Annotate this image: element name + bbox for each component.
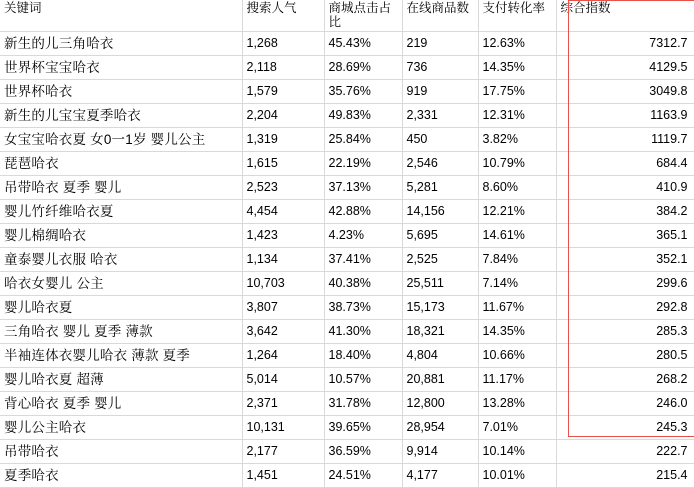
- cell-composite-index[interactable]: 299.6: [556, 272, 694, 296]
- cell-metric[interactable]: 15,173: [402, 296, 478, 320]
- cell-composite-index[interactable]: 684.4: [556, 152, 694, 176]
- cell-keyword[interactable]: 新生的儿宝宝夏季哈衣: [0, 104, 242, 128]
- cell-metric[interactable]: 14.61%: [478, 224, 556, 248]
- cell-metric[interactable]: 37.13%: [324, 176, 402, 200]
- cell-metric[interactable]: 2,525: [402, 248, 478, 272]
- cell-metric[interactable]: 10.14%: [478, 440, 556, 464]
- cell-metric[interactable]: 1,268: [242, 32, 324, 56]
- cell-metric[interactable]: 1,134: [242, 248, 324, 272]
- cell-metric[interactable]: 219: [402, 32, 478, 56]
- cell-metric[interactable]: 10,703: [242, 272, 324, 296]
- cell-keyword[interactable]: 婴儿哈衣夏 超薄: [0, 368, 242, 392]
- cell-metric[interactable]: 8.60%: [478, 176, 556, 200]
- table-row[interactable]: [0, 464, 694, 488]
- cell-metric[interactable]: 5,281: [402, 176, 478, 200]
- table-row[interactable]: [0, 200, 694, 224]
- cell-metric[interactable]: 4,804: [402, 344, 478, 368]
- cell-metric[interactable]: 25.84%: [324, 128, 402, 152]
- cell-metric[interactable]: 1,264: [242, 344, 324, 368]
- table-row[interactable]: [0, 392, 694, 416]
- cell-keyword[interactable]: 童泰婴儿衣服 哈衣: [0, 248, 242, 272]
- cell-metric[interactable]: 35.76%: [324, 80, 402, 104]
- cell-keyword[interactable]: 琵琶哈衣: [0, 152, 242, 176]
- cell-metric[interactable]: 25,511: [402, 272, 478, 296]
- cell-composite-index[interactable]: 1119.7: [556, 128, 694, 152]
- cell-metric[interactable]: 450: [402, 128, 478, 152]
- cell-metric[interactable]: 14.35%: [478, 56, 556, 80]
- cell-metric[interactable]: 4,177: [402, 464, 478, 488]
- table-row[interactable]: [0, 176, 694, 200]
- table-row[interactable]: [0, 80, 694, 104]
- cell-metric[interactable]: 3,642: [242, 320, 324, 344]
- cell-composite-index[interactable]: 384.2: [556, 200, 694, 224]
- cell-metric[interactable]: 1,423: [242, 224, 324, 248]
- table-row[interactable]: [0, 272, 694, 296]
- cell-metric[interactable]: 17.75%: [478, 80, 556, 104]
- table-row[interactable]: [0, 32, 694, 56]
- cell-metric[interactable]: 24.51%: [324, 464, 402, 488]
- cell-metric[interactable]: 18.40%: [324, 344, 402, 368]
- cell-keyword[interactable]: 哈衣女婴儿 公主: [0, 272, 242, 296]
- cell-metric[interactable]: 45.43%: [324, 32, 402, 56]
- cell-metric[interactable]: 12,800: [402, 392, 478, 416]
- cell-composite-index[interactable]: 245.3: [556, 416, 694, 440]
- cell-metric[interactable]: 5,695: [402, 224, 478, 248]
- cell-metric[interactable]: 736: [402, 56, 478, 80]
- column-header-online-products[interactable]: 在线商品数: [402, 0, 478, 32]
- cell-keyword[interactable]: 世界杯哈衣: [0, 80, 242, 104]
- cell-keyword[interactable]: 婴儿竹纤维哈衣夏: [0, 200, 242, 224]
- cell-composite-index[interactable]: 365.1: [556, 224, 694, 248]
- cell-keyword[interactable]: 世界杯宝宝哈衣: [0, 56, 242, 80]
- cell-metric[interactable]: 22.19%: [324, 152, 402, 176]
- cell-metric[interactable]: 10.66%: [478, 344, 556, 368]
- cell-metric[interactable]: 14,156: [402, 200, 478, 224]
- cell-keyword[interactable]: 女宝宝哈衣夏 女0一1岁 婴儿公主: [0, 128, 242, 152]
- cell-metric[interactable]: 38.73%: [324, 296, 402, 320]
- cell-metric[interactable]: 4.23%: [324, 224, 402, 248]
- cell-keyword[interactable]: 夏季哈衣: [0, 464, 242, 488]
- cell-metric[interactable]: 12.21%: [478, 200, 556, 224]
- cell-composite-index[interactable]: 268.2: [556, 368, 694, 392]
- cell-metric[interactable]: 28,954: [402, 416, 478, 440]
- cell-composite-index[interactable]: 285.3: [556, 320, 694, 344]
- cell-metric[interactable]: 39.65%: [324, 416, 402, 440]
- cell-metric[interactable]: 36.59%: [324, 440, 402, 464]
- table-header-row: [0, 0, 694, 32]
- table-row[interactable]: [0, 56, 694, 80]
- table-row[interactable]: [0, 368, 694, 392]
- cell-metric[interactable]: 1,451: [242, 464, 324, 488]
- cell-metric[interactable]: 1,615: [242, 152, 324, 176]
- cell-composite-index[interactable]: 280.5: [556, 344, 694, 368]
- cell-metric[interactable]: 2,546: [402, 152, 478, 176]
- cell-metric[interactable]: 13.28%: [478, 392, 556, 416]
- cell-metric[interactable]: 2,204: [242, 104, 324, 128]
- table-row[interactable]: [0, 248, 694, 272]
- table-row[interactable]: [0, 320, 694, 344]
- cell-metric[interactable]: 28.69%: [324, 56, 402, 80]
- cell-metric[interactable]: 2,371: [242, 392, 324, 416]
- cell-keyword[interactable]: 半袖连体衣婴儿哈衣 薄款 夏季: [0, 344, 242, 368]
- cell-metric[interactable]: 9,914: [402, 440, 478, 464]
- table-row[interactable]: [0, 296, 694, 320]
- table-row[interactable]: [0, 224, 694, 248]
- cell-keyword[interactable]: 婴儿哈衣夏: [0, 296, 242, 320]
- cell-metric[interactable]: 4,454: [242, 200, 324, 224]
- cell-metric[interactable]: 11.17%: [478, 368, 556, 392]
- cell-metric[interactable]: 7.01%: [478, 416, 556, 440]
- cell-composite-index[interactable]: 215.4: [556, 464, 694, 488]
- cell-metric[interactable]: 49.83%: [324, 104, 402, 128]
- cell-keyword[interactable]: 吊带哈衣 夏季 婴儿: [0, 176, 242, 200]
- cell-composite-index[interactable]: 7312.7: [556, 32, 694, 56]
- cell-keyword[interactable]: 吊带哈衣: [0, 440, 242, 464]
- cell-metric[interactable]: 42.88%: [324, 200, 402, 224]
- cell-metric[interactable]: 2,118: [242, 56, 324, 80]
- column-header-search-popularity[interactable]: 搜索人气: [242, 0, 324, 32]
- cell-composite-index[interactable]: 4129.5: [556, 56, 694, 80]
- cell-composite-index[interactable]: 246.0: [556, 392, 694, 416]
- cell-keyword[interactable]: 婴儿公主哈衣: [0, 416, 242, 440]
- cell-metric[interactable]: 919: [402, 80, 478, 104]
- table-row[interactable]: [0, 344, 694, 368]
- cell-metric[interactable]: 3.82%: [478, 128, 556, 152]
- cell-metric[interactable]: 37.41%: [324, 248, 402, 272]
- cell-metric[interactable]: 40.38%: [324, 272, 402, 296]
- cell-metric[interactable]: 5,014: [242, 368, 324, 392]
- cell-metric[interactable]: 10.57%: [324, 368, 402, 392]
- column-header-composite-index[interactable]: 综合指数: [556, 0, 694, 32]
- cell-metric[interactable]: 1,579: [242, 80, 324, 104]
- cell-metric[interactable]: 2,331: [402, 104, 478, 128]
- cell-keyword[interactable]: 背心哈衣 夏季 婴儿: [0, 392, 242, 416]
- cell-composite-index[interactable]: 3049.8: [556, 80, 694, 104]
- column-header-mall-click-share[interactable]: 商城点击占比: [324, 0, 402, 32]
- cell-metric[interactable]: 12.63%: [478, 32, 556, 56]
- cell-metric[interactable]: 20,881: [402, 368, 478, 392]
- table-row[interactable]: [0, 416, 694, 440]
- cell-keyword[interactable]: 新生的儿三角哈衣: [0, 32, 242, 56]
- table-row[interactable]: [0, 128, 694, 152]
- cell-metric[interactable]: 7.84%: [478, 248, 556, 272]
- cell-metric[interactable]: 2,523: [242, 176, 324, 200]
- column-header-keyword[interactable]: 关键词: [0, 0, 242, 32]
- cell-composite-index[interactable]: 1163.9: [556, 104, 694, 128]
- cell-metric[interactable]: 10.79%: [478, 152, 556, 176]
- cell-keyword[interactable]: 三角哈衣 婴儿 夏季 薄款: [0, 320, 242, 344]
- cell-metric[interactable]: 3,807: [242, 296, 324, 320]
- cell-composite-index[interactable]: 222.7: [556, 440, 694, 464]
- cell-metric[interactable]: 10,131: [242, 416, 324, 440]
- table-row[interactable]: [0, 152, 694, 176]
- table-row[interactable]: [0, 104, 694, 128]
- table-row[interactable]: [0, 440, 694, 464]
- cell-composite-index[interactable]: 410.9: [556, 176, 694, 200]
- cell-metric[interactable]: 7.14%: [478, 272, 556, 296]
- cell-metric[interactable]: 18,321: [402, 320, 478, 344]
- cell-metric[interactable]: 31.78%: [324, 392, 402, 416]
- cell-metric[interactable]: 1,319: [242, 128, 324, 152]
- cell-composite-index[interactable]: 292.8: [556, 296, 694, 320]
- cell-metric[interactable]: 41.30%: [324, 320, 402, 344]
- cell-metric[interactable]: 10.01%: [478, 464, 556, 488]
- cell-composite-index[interactable]: 352.1: [556, 248, 694, 272]
- table-body: [0, 32, 694, 488]
- cell-metric[interactable]: 11.67%: [478, 296, 556, 320]
- cell-metric[interactable]: 2,177: [242, 440, 324, 464]
- cell-metric[interactable]: 12.31%: [478, 104, 556, 128]
- cell-keyword[interactable]: 婴儿棉绸哈衣: [0, 224, 242, 248]
- column-header-payment-conversion[interactable]: 支付转化率: [478, 0, 556, 32]
- cell-metric[interactable]: 14.35%: [478, 320, 556, 344]
